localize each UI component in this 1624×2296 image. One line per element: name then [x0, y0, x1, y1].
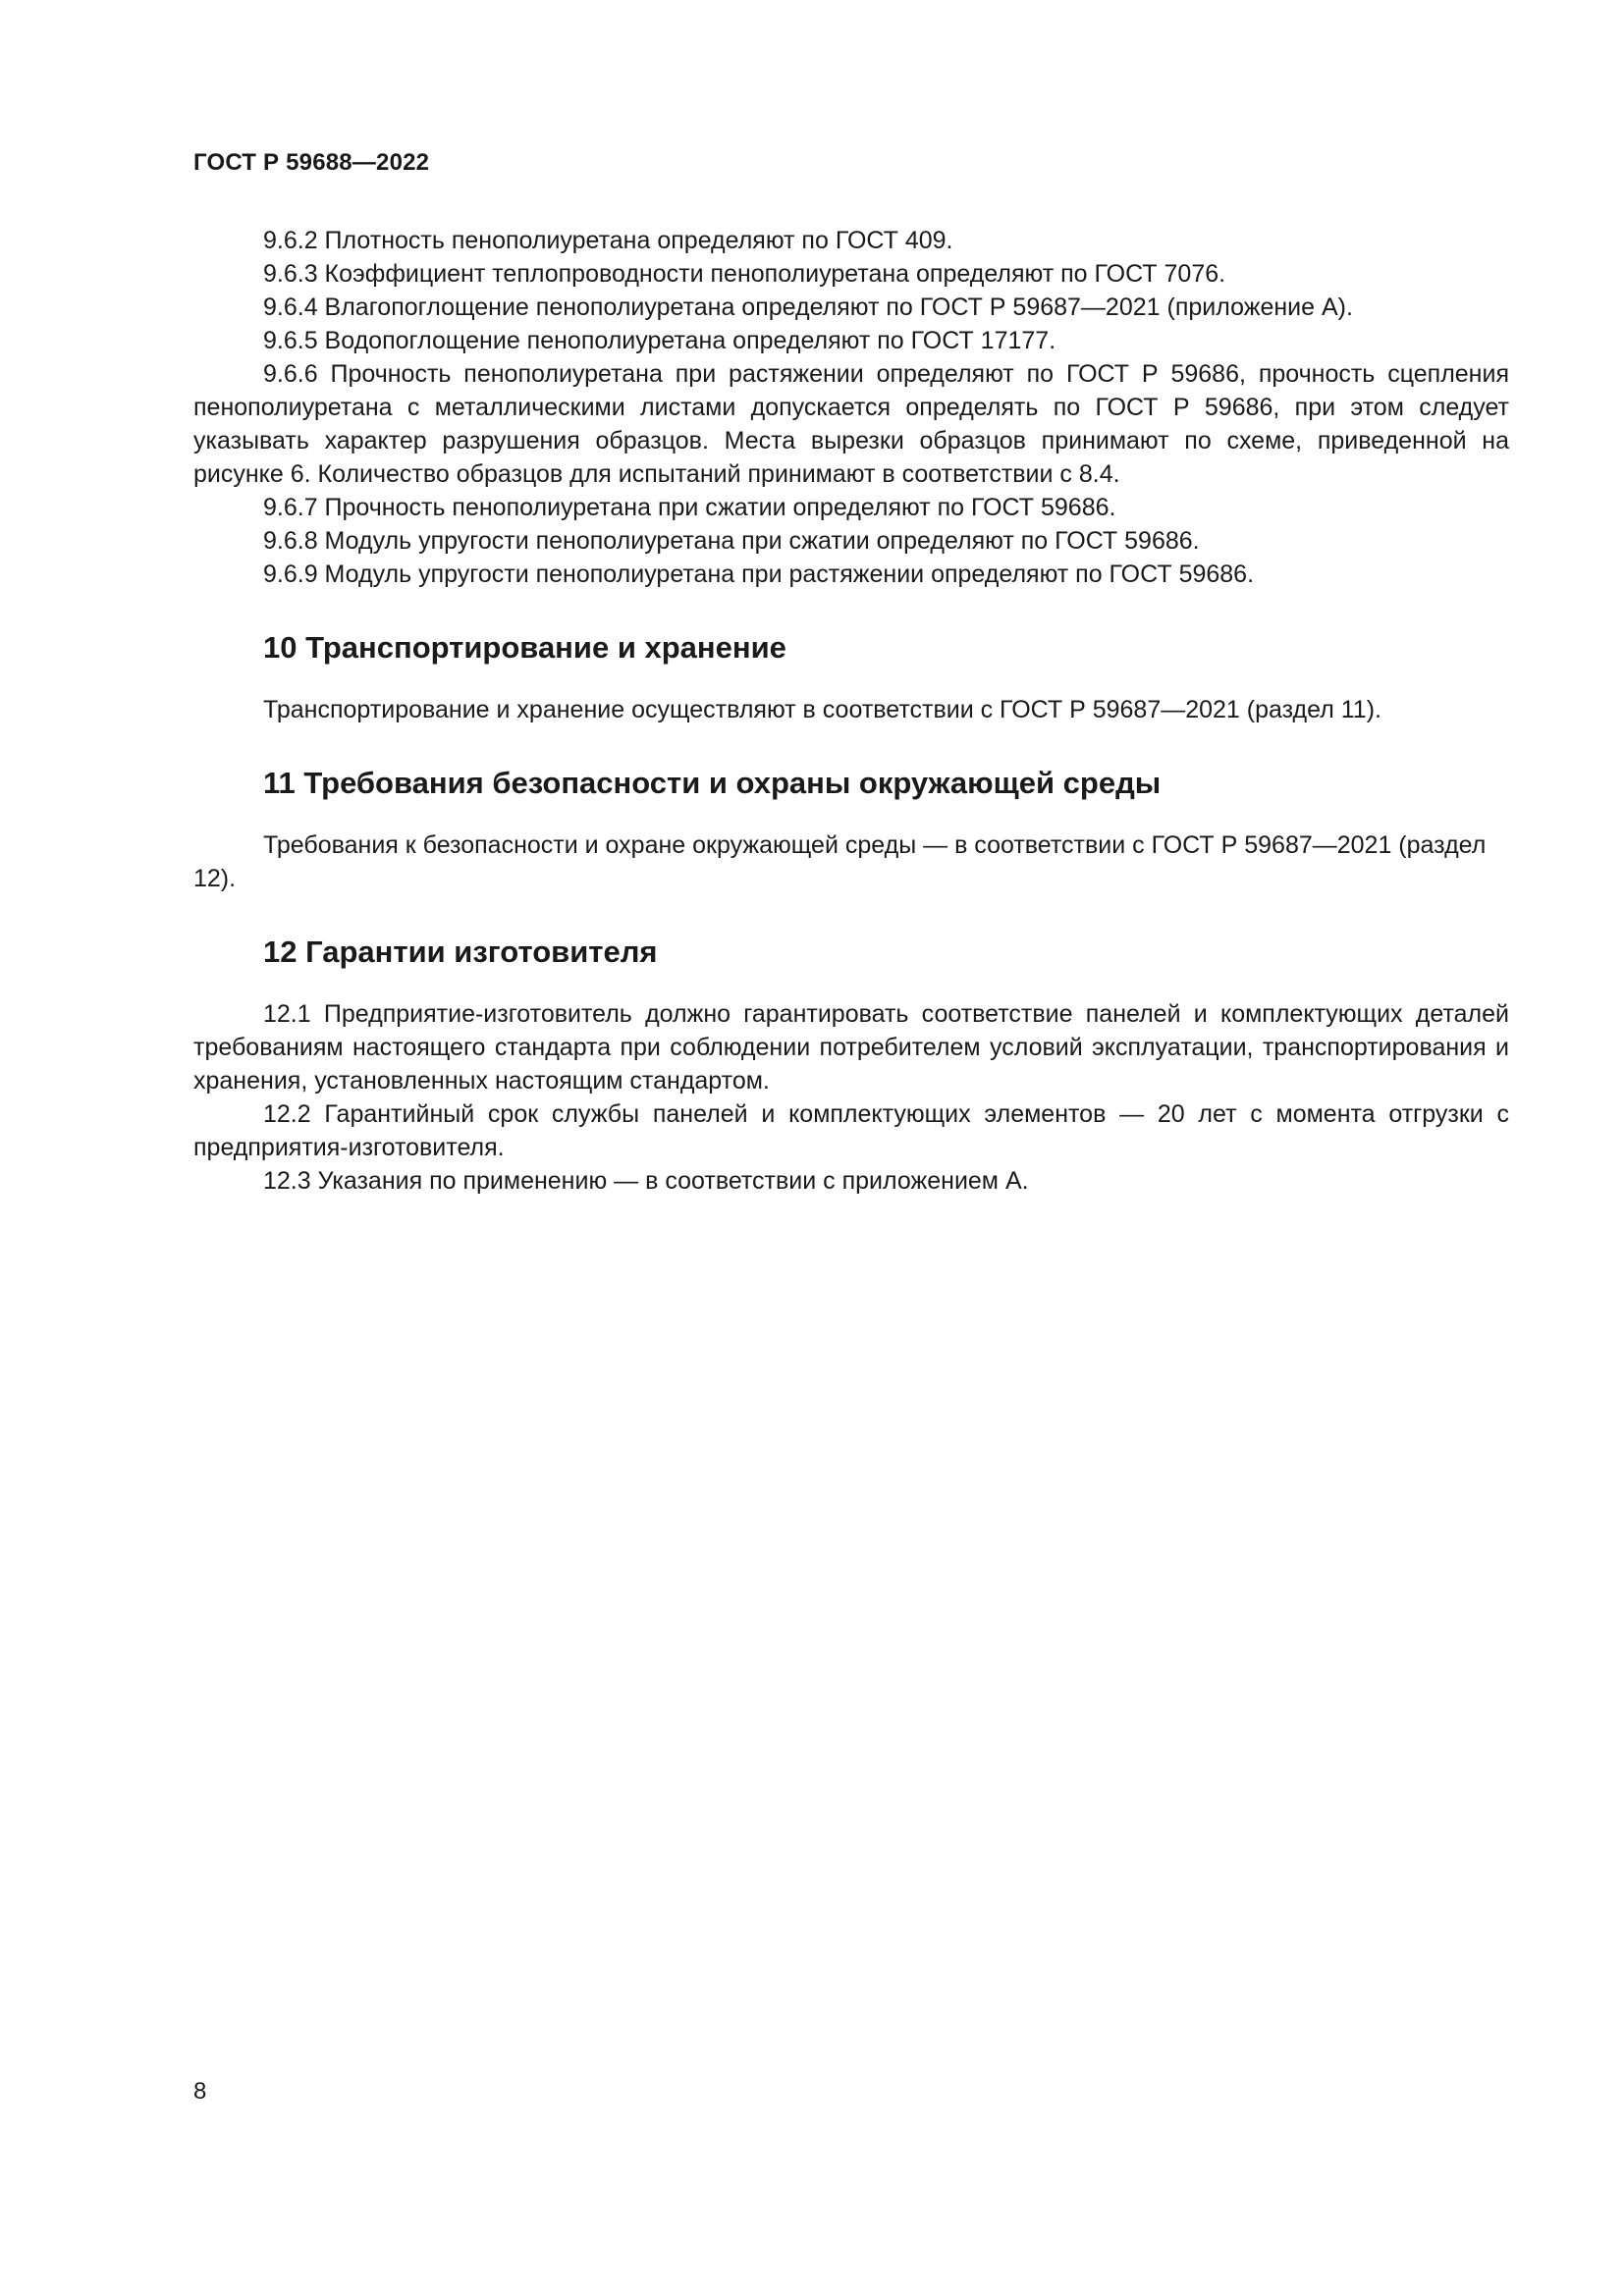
- clause-9-6-9: 9.6.9 Модуль упругости пенополиуретана при растяжении определяют по ГОСТ 59686.: [263, 561, 1255, 588]
- clause-9-6-8: 9.6.8 Модуль упругости пенополиуретана при сжатии определяют по ГОСТ 59686.: [263, 527, 1200, 555]
- section-11-text: Требования к безопасности и охране окружающей среды — в соответствии с ГОСТ Р 59687—2021 (раздел 12).: [193, 831, 1487, 892]
- section-12-title: 12 Гарантии изготовителя: [263, 934, 658, 969]
- section-10-title: 10 Транспортирование и хранение: [263, 630, 786, 665]
- document-code-header: ГОСТ Р 59688—2022: [193, 149, 430, 176]
- clause-9-6-3: 9.6.3 Коэффициент теплопроводности пенополиуретана определяют по ГОСТ 7076.: [263, 260, 1226, 288]
- clause-9-6-4: 9.6.4 Влагопоглощение пенополиуретана определяют по ГОСТ Р 59687—2021 (приложение А).: [263, 294, 1353, 321]
- clause-12-3: 12.3 Указания по применению — в соответствии с приложением А.: [263, 1167, 1029, 1195]
- clause-9-6-2: 9.6.2 Плотность пенополиуретана определяют по ГОСТ 409.: [263, 227, 953, 254]
- section-10-text: Транспортирование и хранение осуществляют в соответствии с ГОСТ Р 59687—2021 (раздел 11).: [263, 696, 1381, 723]
- clause-9-6-7: 9.6.7 Прочность пенополиуретана при сжатии определяют по ГОСТ 59686.: [263, 494, 1116, 521]
- clause-12-2: 12.2 Гарантийный срок службы панелей и комплектующих элементов — 20 лет с момента отгрузки с предприятия-изготовителя.: [193, 1100, 1509, 1161]
- clause-9-6-5: 9.6.5 Водопоглощение пенополиуретана определяют по ГОСТ 17177.: [263, 327, 1056, 354]
- section-11-title: 11 Требования безопасности и охраны окружающей среды: [263, 766, 1162, 800]
- clause-9-6-6: 9.6.6 Прочность пенополиуретана при растяжении определяют по ГОСТ Р 59686, прочность сцепления пенополиуретана с металлическими листами допускается определять по ГОСТ Р 59686, при этом следует указывать характер разрушения образцов. Места вырезки образцов принимают по схеме, приведенной на рисунке 6. Количество образцов для испытаний принимают в соответствии с 8.4.: [193, 360, 1509, 488]
- page-number: 8: [193, 2078, 207, 2105]
- page-body: [193, 224, 1509, 1198]
- clause-12-1: 12.1 Предприятие-изготовитель должно гарантировать соответствие панелей и комплектующих деталей требованиям настоящего стандарта при соблюдении потребителем условий эксплуатации, транспортирования и хранения, установленных настоящим стандартом.: [193, 1000, 1509, 1095]
